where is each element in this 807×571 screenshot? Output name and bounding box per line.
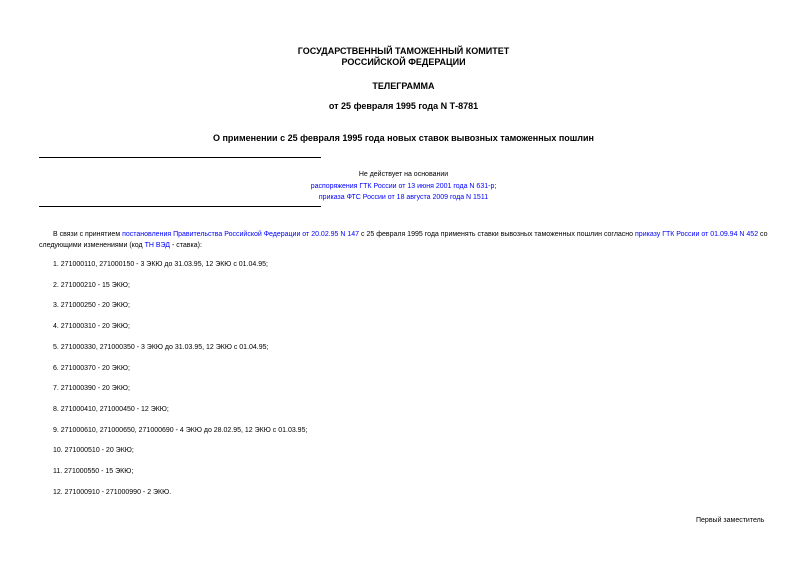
divider-bottom: [39, 206, 321, 207]
list-item: 3. 271000250 - 20 ЭКЮ;: [53, 302, 130, 309]
status-separator: ;: [494, 182, 497, 190]
list-item: 12. 271000910 - 271000990 - 2 ЭКЮ.: [53, 489, 172, 496]
status-line-3: [0, 192, 807, 204]
status-link-gtk-order[interactable]: распоряжения ГТК России от 13 июня 2001 года N 631-р: [310, 182, 495, 190]
link-government-decree[interactable]: постановления Правительства Российской Федерации от 20.02.95 N 147: [122, 231, 360, 238]
link-gtk-order-452[interactable]: приказу ГТК России от 01.09.94 N 452: [635, 231, 759, 238]
list-item: 9. 271000610, 271000650, 271000690 - 4 ЭКЮ до 28.02.95, 12 ЭКЮ с 01.03.95;: [53, 427, 308, 434]
link-tn-ved[interactable]: ТН ВЭД: [144, 242, 171, 249]
issuer-heading: [0, 46, 807, 68]
status-line-2: [0, 181, 807, 193]
list-item: 2. 271000210 - 15 ЭКЮ;: [53, 282, 130, 289]
document-type: ТЕЛЕГРАММА: [372, 81, 435, 91]
intro-text-2: с 25 февраля 1995 года применять ставки вывозных таможенных пошлин согласно: [359, 231, 636, 238]
list-item: 4. 271000310 - 20 ЭКЮ;: [53, 323, 130, 330]
list-item: 10. 271000510 - 20 ЭКЮ;: [53, 447, 134, 454]
list-item: 5. 271000330, 271000350 - 3 ЭКЮ до 31.03.95, 12 ЭКЮ с 01.04.95;: [53, 344, 269, 351]
list-item: 11. 271000550 - 15 ЭКЮ;: [53, 468, 134, 475]
document-date-number: от 25 февраля 1995 года N Т-8781: [328, 101, 479, 111]
issuer-line-2: РОССИЙСКОЙ ФЕДЕРАЦИИ: [341, 57, 466, 67]
intro-paragraph: [39, 229, 769, 251]
intro-text-4: - ставка):: [170, 242, 202, 249]
list-item: 8. 271000410, 271000450 - 12 ЭКЮ;: [53, 406, 169, 413]
status-link-fts-order[interactable]: приказа ФТС России от 18 августа 2009 года N 1511: [318, 194, 489, 201]
intro-text-3: со следующими изменениями (код: [39, 231, 768, 249]
list-item: 6. 271000370 - 20 ЭКЮ;: [53, 365, 130, 372]
divider-top: [39, 157, 321, 158]
list-item: 1. 271000110, 271000150 - 3 ЭКЮ до 31.03.95, 12 ЭКЮ с 01.04.95;: [53, 261, 268, 268]
intro-text-1: В связи с принятием: [53, 231, 123, 238]
signature-title: Первый заместитель: [696, 517, 765, 524]
status-note: [0, 169, 807, 204]
document-subject: О применении с 25 февраля 1995 года новых ставок вывозных таможенных пошлин: [213, 133, 594, 143]
list-item: 7. 271000390 - 20 ЭКЮ;: [53, 385, 130, 392]
status-line-1: Не действует на основании: [358, 171, 449, 178]
issuer-line-1: ГОСУДАРСТВЕННЫЙ ТАМОЖЕННЫЙ КОМИТЕТ: [297, 46, 510, 56]
